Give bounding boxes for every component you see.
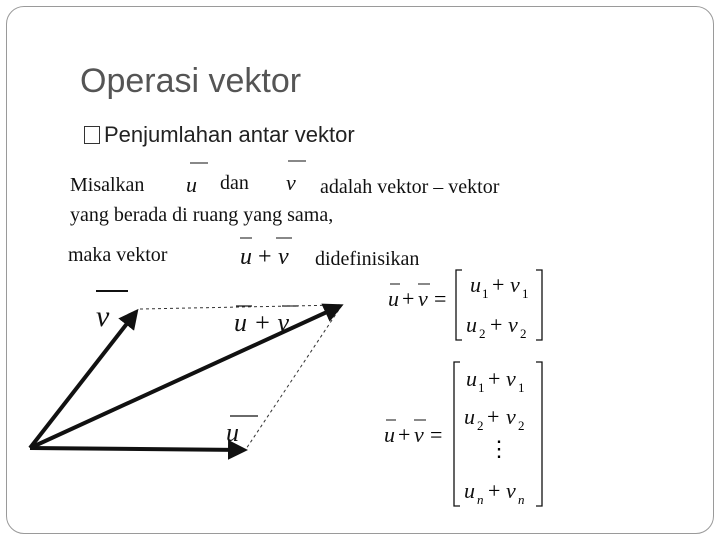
text-didefinisikan: didefinisikan [315, 248, 420, 270]
m2-plus2: + [487, 404, 500, 429]
m1-u2: u [466, 312, 477, 337]
m1-v1-sub: 1 [522, 286, 529, 301]
m1-plus2: + [490, 312, 503, 337]
m2-v2: v [506, 404, 516, 429]
matrix2-equals: = [430, 422, 443, 447]
symbol-sum-v: v [278, 244, 289, 270]
m1-u1: u [470, 272, 481, 297]
m2-plusn: + [488, 478, 501, 503]
m2-vdots: ⋮ [488, 436, 510, 461]
text-dan: dan [220, 172, 249, 194]
m2-u1-sub: 1 [478, 380, 485, 395]
m1-left-bracket [456, 270, 462, 340]
m2-vn-sub: n [518, 492, 525, 507]
m2-u2-sub: 2 [477, 418, 484, 433]
m2-u1: u [466, 366, 477, 391]
symbol-v: v [286, 170, 296, 195]
m2-vn: v [506, 478, 516, 503]
m2-un-sub: n [477, 492, 484, 507]
matrix1-plus: + [402, 286, 415, 311]
matrix2-v: v [414, 422, 424, 447]
m1-u2-sub: 2 [479, 326, 486, 341]
text-misalkan: Misalkan [70, 174, 145, 196]
slide-title: Operasi vektor [80, 62, 302, 100]
m1-v2-sub: 2 [520, 326, 527, 341]
symbol-sum-plus: + [258, 244, 272, 270]
text-line2: yang berada di ruang yang sama, [70, 204, 334, 226]
m2-plus1: + [488, 366, 501, 391]
m2-v1-sub: 1 [518, 380, 525, 395]
bullet-text: Penjumlahan antar vektor [104, 122, 355, 147]
m1-u1-sub: 1 [482, 286, 489, 301]
vector-v-arrow [30, 312, 136, 448]
m2-v1: v [506, 366, 516, 391]
m1-v1: v [510, 272, 520, 297]
matrix1-u: u [388, 286, 399, 311]
figure-label-sum: u + v [234, 308, 290, 337]
matrix2-u: u [384, 422, 395, 447]
m2-un: u [464, 478, 475, 503]
symbol-sum-u: u [240, 244, 252, 270]
m2-right-bracket [536, 362, 542, 506]
matrix1-equals: = [434, 286, 447, 311]
figure-label-u: u [226, 418, 239, 447]
figure-label-v: v [96, 300, 110, 333]
matrix1-v: v [418, 286, 428, 311]
vector-u-arrow [30, 448, 244, 450]
m1-v2: v [508, 312, 518, 337]
m2-v2-sub: 2 [518, 418, 525, 433]
m2-u2: u [464, 404, 475, 429]
text-maka: maka vektor [68, 244, 168, 266]
m1-right-bracket [536, 270, 542, 340]
symbol-u: u [186, 172, 197, 197]
text-adalah: adalah vektor – vektor [320, 176, 500, 198]
m2-left-bracket [454, 362, 460, 506]
m1-plus1: + [492, 272, 505, 297]
matrix2-plus: + [398, 422, 411, 447]
